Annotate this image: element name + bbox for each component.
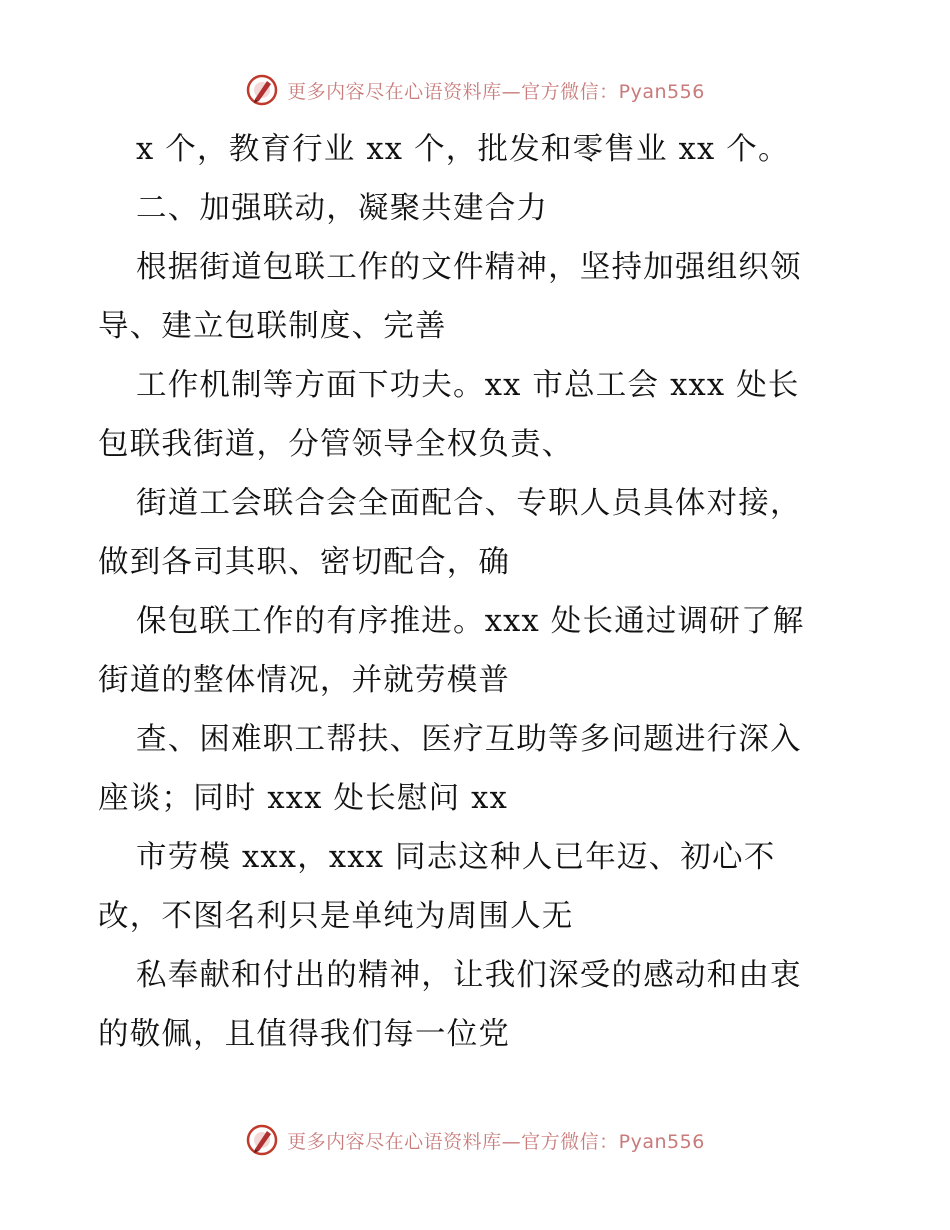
- text-line: 座谈；同时 xxx 处长慰问 xx: [98, 781, 508, 816]
- text-line: 保包联工作的有序推进。xxx 处长通过调研了解: [136, 604, 805, 639]
- pen-circle-logo-icon: [245, 1123, 279, 1157]
- text-line: 市劳模 xxx，xxx 同志这种人已年迈、初心不: [136, 840, 776, 875]
- text-line: 街道的整体情况，并就劳模普: [98, 663, 511, 698]
- text-line: 包联我街道，分管领导全权负责、: [98, 427, 574, 462]
- text-line: x 个，教育行业 xx 个，批发和零售业 xx 个。: [136, 132, 790, 167]
- text-line: 做到各司其职、密切配合，确: [98, 545, 511, 580]
- header-watermark: [0, 70, 950, 110]
- document-body: [98, 120, 858, 1064]
- text-line: 工作机制等方面下功夫。xx 市总工会 xxx 处长: [136, 368, 800, 403]
- text-line: 查、困难职工帮扶、医疗互助等多问题进行深入: [136, 722, 802, 757]
- text-line: 导、建立包联制度、完善: [98, 309, 447, 344]
- footer-watermark: [0, 1120, 950, 1160]
- text-line: 的敬佩，且值得我们每一位党: [98, 1017, 511, 1052]
- text-line: 街道工会联合会全面配合、专职人员具体对接，: [136, 486, 802, 521]
- text-line: 私奉献和付出的精神，让我们深受的感动和由衷: [136, 958, 802, 993]
- text-line: 根据街道包联工作的文件精神，坚持加强组织领: [136, 250, 802, 285]
- text-line: 改，不图名利只是单纯为周围人无: [98, 899, 574, 934]
- text-line: 二、加强联动，凝聚共建合力: [136, 191, 549, 226]
- watermark-text: 更多内容尽在心语资料库—官方微信：Pyan556: [287, 80, 705, 103]
- watermark-text: 更多内容尽在心语资料库—官方微信：Pyan556: [287, 1130, 705, 1153]
- pen-circle-logo-icon: [245, 73, 279, 107]
